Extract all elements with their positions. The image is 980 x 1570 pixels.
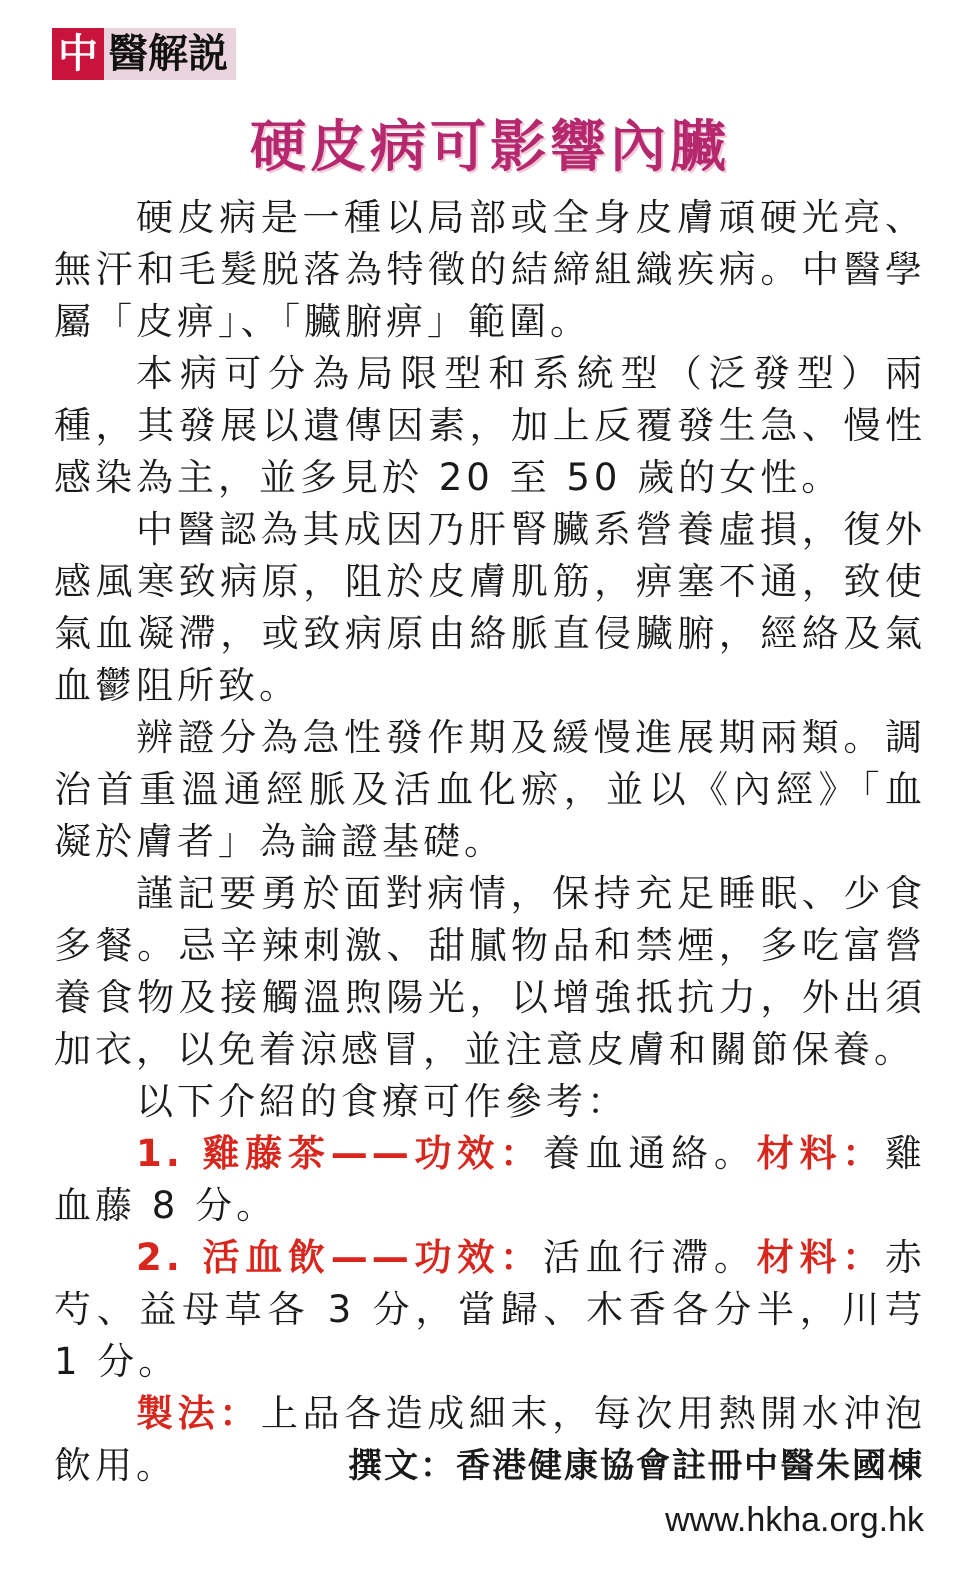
recipe-1-title: 1. 雞藤茶——功效： (136, 1132, 543, 1175)
recipe-1-materials-label: 材料： (756, 1132, 886, 1175)
recipe-2 (54, 1232, 926, 1388)
article-body (54, 192, 926, 1492)
paragraph-diagnosis: 辨證分為急性發作期及緩慢進展期兩類。調治首重溫通經脈及活血化瘀，並以《內經》「血凝於膚者」為論證基礎。 (54, 716, 926, 863)
method-label: 製法： (136, 1392, 261, 1435)
paragraph-types: 本病可分為局限型和系統型（泛發型）兩種，其發展以遺傳因素，加上反覆發生急、慢性感染為主，並多見於 20 至 50 歲的女性。 (54, 352, 926, 499)
recipe-2-effect: 活血行滯。 (542, 1236, 757, 1279)
column-tag (52, 28, 236, 80)
paragraph-recipes-intro: 以下介紹的食療可作參考： (136, 1080, 628, 1123)
website-link[interactable]: www.hkha.org.hk (665, 1501, 924, 1539)
paragraph-causes: 中醫認為其成因乃肝腎臟系營養虛損，復外感風寒致病原，阻於皮膚肌筋，痹塞不通，致使氣血凝滯，或致病原由絡脈直侵臟腑，經絡及氣血鬱阻所致。 (54, 508, 926, 707)
recipe-1-materials: 雞血藤 8 分。 (54, 1132, 927, 1227)
recipe-2-materials-label: 材料： (756, 1236, 886, 1279)
method-text: 上品各造成細末，每次用熱開水沖泡飲用。 (54, 1392, 927, 1487)
recipe-1 (54, 1128, 926, 1232)
recipe-2-title: 2. 活血飲——功效： (136, 1236, 543, 1279)
column-tag-label: 醫解説 (108, 31, 228, 77)
recipe-2-materials: 赤芍、益母草各 3 分，當歸、木香各分半，川芎 1 分。 (54, 1236, 927, 1383)
column-tag-box: 中 (52, 28, 104, 80)
paragraph-advice: 謹記要勇於面對病情，保持充足睡眠、少食多餐。忌辛辣刺激、甜膩物品和禁煙，多吃富營養食物及接觸溫煦陽光，以增強抵抗力，外出須加衣，以免着涼感冒，並注意皮膚和關節保養。 (54, 872, 926, 1071)
recipe-1-effect: 養血通絡。 (542, 1132, 757, 1175)
headline: 硬皮病可影響內臟 (250, 115, 730, 180)
byline: 撰文：香港健康協會註冊中醫朱國棟 (348, 1446, 924, 1486)
paragraph-intro: 硬皮病是一種以局部或全身皮膚頑硬光亮、無汗和毛髮脱落為特徵的結締組織疾病。中醫學屬「皮痹」、「臟腑痹」範圍。 (54, 196, 926, 343)
